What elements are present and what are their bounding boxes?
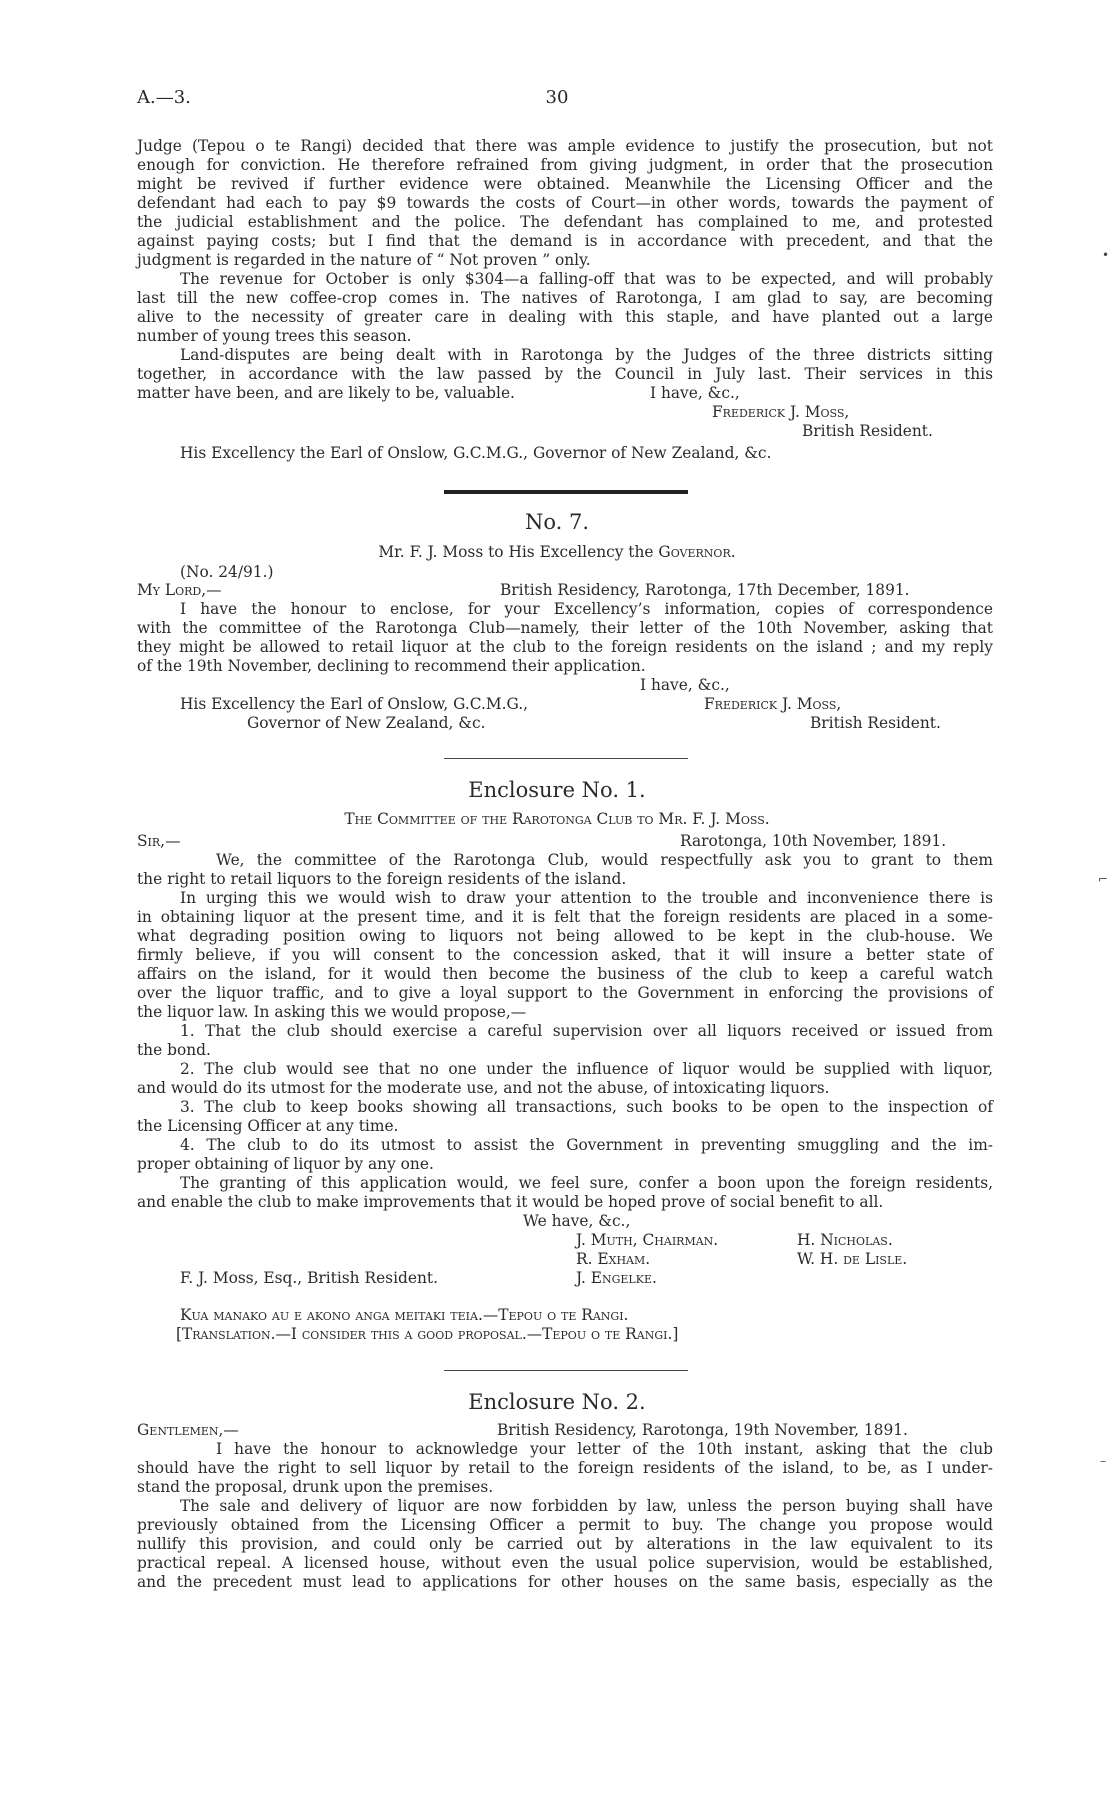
text-line: of the 19th November, declining to recommend their application.: [137, 657, 646, 675]
signatory: W. H. de Lisle.: [797, 1250, 908, 1268]
text-line: might be revived if further evidence were obtained. Meanwhile the Licensing Officer and the: [137, 175, 993, 193]
signatory: J. Muth, Chairman.: [576, 1231, 719, 1249]
translation-note: [Translation.—I consider this a good proposal.—Tepou o te Rangi.]: [176, 1325, 679, 1343]
text-line: in obtaining liquor at the present time, and it is felt that the foreign residents are placed in a some-: [137, 908, 993, 926]
text-line: with the committee of the Rarotonga Club—namely, their letter of the 10th November, asking that: [137, 619, 993, 637]
addressee: His Excellency the Earl of Onslow, G.C.M.G.,: [180, 695, 529, 713]
section-title: Enclosure No. 2.: [468, 1390, 646, 1414]
signatory: J. Engelke.: [576, 1269, 657, 1287]
text-line: defendant had each to pay $9 towards the costs of Court—in other words, towards the payment of: [137, 194, 993, 212]
section-subtitle: Mr. F. J. Moss to His Excellency the Governor.: [378, 543, 736, 561]
text-line: affairs on the island, for it would then become the business of the club to keep a careful watch: [137, 965, 993, 983]
text-line: the right to retail liquors to the foreign residents of the island.: [137, 870, 627, 888]
list-item: 2. The club would see that no one under the influence of liquor would be supplied with liquor,: [180, 1060, 993, 1078]
text-line: what degrading position owing to liquors not being allowed to be kept in the club-house. We: [137, 927, 993, 945]
text-line: The granting of this application would, we feel sure, confer a boon upon the foreign residents,: [180, 1174, 993, 1192]
text-line: together, in accordance with the law passed by the Council in July last. Their services in this: [137, 365, 993, 383]
text-line: against paying costs; but I find that the demand is in accordance with precedent, and that the: [137, 232, 993, 250]
addressee: F. J. Moss, Esq., British Resident.: [180, 1269, 438, 1287]
signature-title: British Resident.: [802, 422, 933, 440]
text-line: The sale and delivery of liquor are now forbidden by law, unless the person buying shall have: [180, 1497, 993, 1515]
salutation: My Lord,—: [137, 581, 222, 599]
list-item: 3. The club to keep books showing all transactions, such books to be open to the inspection of: [180, 1098, 993, 1116]
list-item: and would do its utmost for the moderate use, and not the abuse, of intoxicating liquors.: [137, 1079, 830, 1097]
text-line: over the liquor traffic, and to give a loyal support to the Government in enforcing the provisions of: [137, 984, 993, 1002]
text-line: I have the honour to enclose, for your Excellency’s information, copies of correspondence: [180, 600, 993, 618]
signatory: H. Nicholas.: [797, 1231, 893, 1249]
text-line: practical repeal. A licensed house, without even the usual police supervision, would be established,: [137, 1554, 993, 1572]
section-title: Enclosure No. 1.: [468, 778, 646, 802]
text-line: Judge (Tepou o te Rangi) decided that there was ample evidence to justify the prosecution, but not: [137, 137, 993, 155]
dateline: British Residency, Rarotonga, 19th November, 1891.: [497, 1421, 908, 1439]
list-item: the Licensing Officer at any time.: [137, 1117, 399, 1135]
text-line: Land-disputes are being dealt with in Rarotonga by the Judges of the three districts sitting: [180, 346, 993, 364]
page-number: 30: [545, 87, 569, 108]
text-line: the liquor law. In asking this we would propose,—: [137, 1003, 527, 1021]
text-line: nullify this provision, and could only be carried out by alterations in the law equivalent to its: [137, 1535, 993, 1553]
text-line: I have the honour to acknowledge your letter of the 10th instant, asking that the club: [216, 1440, 993, 1458]
text-line: number of young trees this season.: [137, 327, 412, 345]
signature-name: Frederick J. Moss,: [704, 695, 842, 713]
list-item: the bond.: [137, 1041, 211, 1059]
salutation: Sir,—: [137, 832, 181, 850]
text-line: last till the new coffee-crop comes in. The natives of Rarotonga, I am glad to say, are becoming: [137, 289, 993, 307]
text-line: matter have been, and are likely to be, valuable.: [137, 384, 515, 402]
list-item: 4. The club to do its utmost to assist the Government in preventing smuggling and the im-: [180, 1136, 993, 1154]
text-line: In urging this we would wish to draw your attention to the trouble and inconvenience there is: [180, 889, 993, 907]
section-divider: [444, 490, 688, 494]
text-line: judgment is regarded in the nature of “ Not proven ” only.: [137, 251, 591, 269]
signatory: R. Exham.: [576, 1250, 651, 1268]
dateline: Rarotonga, 10th November, 1891.: [680, 832, 947, 850]
letter-close: We have, &c.,: [523, 1212, 631, 1230]
text-line: they might be allowed to retail liquor at the club to the foreign residents on the island ; and my reply: [137, 638, 993, 656]
letter-close: I have, &c.,: [640, 676, 730, 694]
text-line: The revenue for October is only $304—a falling-off that was to be expected, and will probably: [180, 270, 993, 288]
section-subtitle: The Committee of the Rarotonga Club to Mr. F. J. Moss.: [344, 810, 770, 828]
section-title: No. 7.: [524, 510, 590, 534]
text-line: the judicial establishment and the police. The defendant has complained to me, and protested: [137, 213, 993, 231]
section-divider: [444, 1370, 688, 1371]
margin-speck: •: [1102, 248, 1110, 262]
section-divider: [444, 758, 688, 759]
text-line: alive to the necessity of greater care in dealing with this staple, and have planted out a large: [137, 308, 993, 326]
addressee: Governor of New Zealand, &c.: [247, 714, 486, 732]
text-line: and enable the club to make improvements that it would be hoped prove of social benefit to all.: [137, 1193, 884, 1211]
margin-speck: –: [1100, 1454, 1106, 1468]
salutation: Gentlemen,—: [137, 1421, 239, 1439]
text-line: enough for conviction. He therefore refrained from giving judgment, in order that the prosecution: [137, 156, 993, 174]
letter-close: I have, &c.,: [650, 384, 740, 402]
text-line: and the precedent must lead to applications for other houses on the same basis, especially as the: [137, 1573, 993, 1591]
addressee: His Excellency the Earl of Onslow, G.C.M.G., Governor of New Zealand, &c.: [180, 444, 772, 462]
signature-title: British Resident.: [810, 714, 941, 732]
page-reference: A.—3.: [137, 87, 191, 108]
signature-name: Frederick J. Moss,: [712, 403, 850, 421]
list-item: 1. That the club should exercise a careful supervision over all liquors received or issued from: [180, 1022, 993, 1040]
text-line: firmly believe, if you will consent to the concession asked, that it will insure a better state of: [137, 946, 993, 964]
text-line: should have the right to sell liquor by retail to the foreign residents of the island, to be, as I under-: [137, 1459, 993, 1477]
text-line: stand the proposal, drunk upon the premises.: [137, 1478, 494, 1496]
text-line: We, the committee of the Rarotonga Club, would respectfully ask you to grant to them: [216, 851, 993, 869]
list-item: proper obtaining of liquor by any one.: [137, 1155, 434, 1173]
text-line: previously obtained from the Licensing Officer a permit to buy. The change you propose would: [137, 1516, 993, 1534]
reference-number: (No. 24/91.): [180, 563, 274, 581]
dateline: British Residency, Rarotonga, 17th December, 1891.: [500, 581, 910, 599]
margin-speck: ⌐: [1098, 872, 1109, 886]
minute-note: Kua manako au e akono anga meitaki teia.—Tepou o te Rangi.: [180, 1306, 629, 1324]
